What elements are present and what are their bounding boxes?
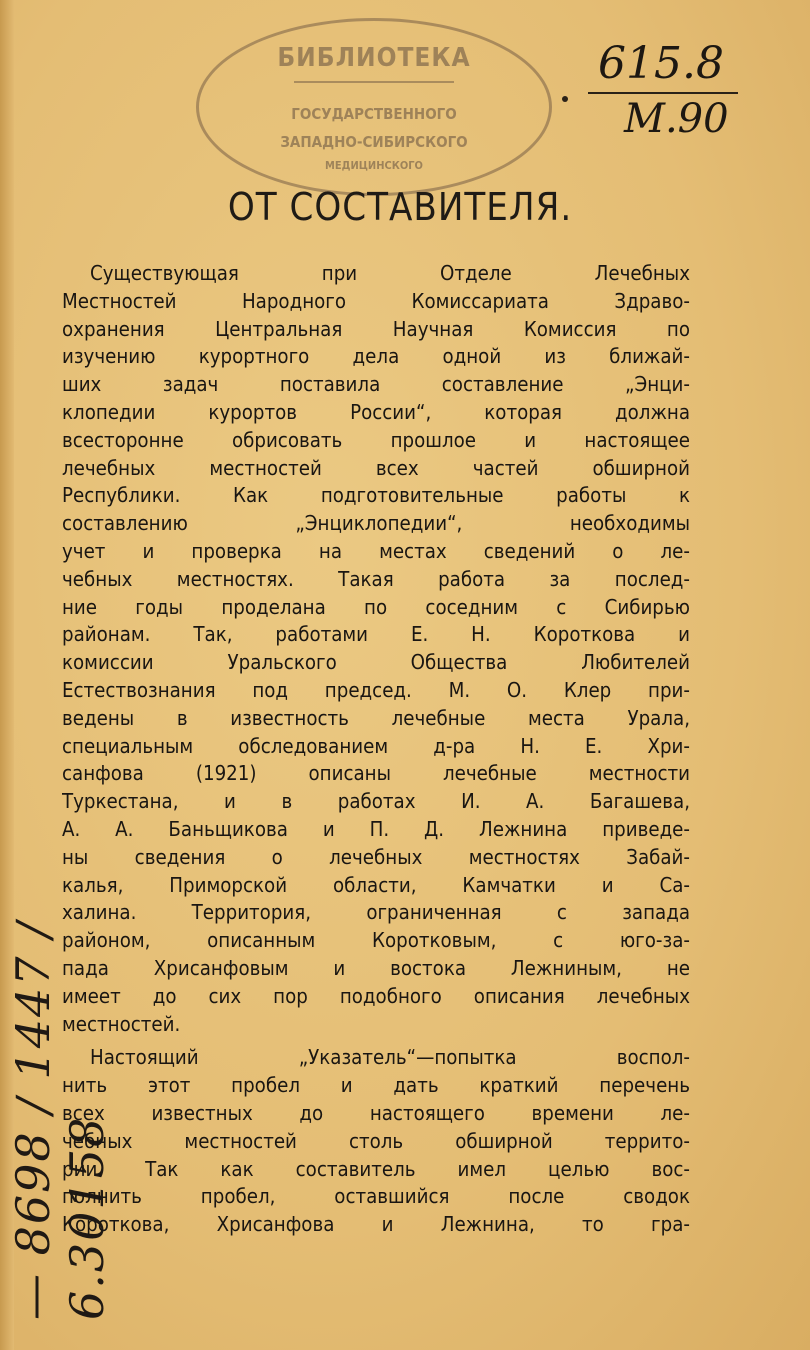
text-line: А. А. Баньщикова и П. Д. Лежнина приведе- xyxy=(62,816,690,841)
call-number-top: 615.8 xyxy=(598,38,724,89)
text-line: санфова (1921) описаны лечебные местности xyxy=(62,761,690,786)
text-line: клопедии курортов России“, которая должна xyxy=(62,399,690,424)
ink-dot xyxy=(562,96,568,102)
text-line: Естествознания под председ. М. О. Клер при- xyxy=(62,677,690,702)
stamp-divider xyxy=(294,81,454,83)
text-line: Существующая при Отделе Лечебных xyxy=(90,261,690,285)
text-line: Туркестана, и в работах И. А. Багашева, xyxy=(62,789,690,814)
stamp-line-3: ЗАПАДНО-СИБИРСКОГО xyxy=(280,133,468,151)
handwritten-side-note: — 8698 / 1447 / 6.30158 xyxy=(6,920,114,1320)
text-line: Местностей Народного Комиссариата Здраво- xyxy=(62,288,690,313)
paragraph-2 xyxy=(62,1044,690,1239)
text-line: изучению курортного дела одной из ближай- xyxy=(62,344,690,369)
text-line: имеет до сих пор подобного описания лечебных xyxy=(62,983,690,1008)
text-line: рии. Так как составитель имел целью вос- xyxy=(62,1156,690,1181)
text-line: чебных местностей столь обширной террито- xyxy=(62,1128,690,1153)
text-line: районам. Так, работами Е. Н. Короткова и xyxy=(62,622,690,647)
text-line: Республики. Как подготовительные работы к xyxy=(62,483,690,508)
text-line: Короткова, Хрисанфова и Лежнина, то гра- xyxy=(62,1212,690,1237)
text-line: калья, Приморской области, Камчатки и Са- xyxy=(62,872,690,897)
text-line: халина. Территория, ограниченная с запада xyxy=(62,900,690,925)
text-line: чебных местностях. Такая работа за послед- xyxy=(62,566,690,591)
page-title: ОТ СОСТАВИТЕЛЯ. xyxy=(227,185,573,229)
text-line: охранения Центральная Научная Комиссия по xyxy=(62,316,690,341)
stamp-line-4: МЕДИЦИНСКОГО xyxy=(325,159,423,172)
text-line: лечебных местностей всех частей обширной xyxy=(62,455,690,480)
text-line: районом, описанным Коротковым, с юго-за- xyxy=(62,928,690,953)
stamp-line-1: БИБЛИОТЕКА xyxy=(277,43,471,73)
text-line: полнить пробел, оставшийся после сводок xyxy=(62,1184,690,1209)
text-line: ние годы проделана по соседним с Сибирью xyxy=(62,594,690,619)
text-line: всех известных до настоящего времени ле- xyxy=(62,1100,690,1125)
text-line: всесторонне обрисовать прошлое и настоящее xyxy=(62,427,690,452)
text-line: учет и проверка на местах сведений о ле- xyxy=(62,538,690,563)
body-text xyxy=(62,260,690,1239)
text-line: специальным обследованием д-ра Н. Е. Хри- xyxy=(62,733,690,758)
text-line: ведены в известность лечебные места Урала, xyxy=(62,705,690,730)
text-line: составлению „Энциклопедии“, необходимы xyxy=(62,511,690,536)
text-line: местностей. xyxy=(62,1011,181,1036)
library-stamp xyxy=(196,18,552,196)
call-number-divider xyxy=(588,92,738,94)
stamp-line-2: ГОСУДАРСТВЕННОГО xyxy=(291,105,457,123)
text-line: нить этот пробел и дать краткий перечень xyxy=(62,1073,690,1098)
text-line: ших задач поставила составление „Энци- xyxy=(62,372,690,397)
text-line: ны сведения о лечебных местностях Забай- xyxy=(62,844,690,869)
text-line: Настоящий „Указатель“—попытка воспол- xyxy=(90,1045,690,1070)
text-line: пада Хрисанфовым и востока Лежниным, не xyxy=(62,955,690,980)
paragraph-1 xyxy=(62,260,690,1038)
call-number-bottom: М.90 xyxy=(624,96,729,142)
text-line: комиссии Уральского Общества Любителей xyxy=(62,650,690,675)
